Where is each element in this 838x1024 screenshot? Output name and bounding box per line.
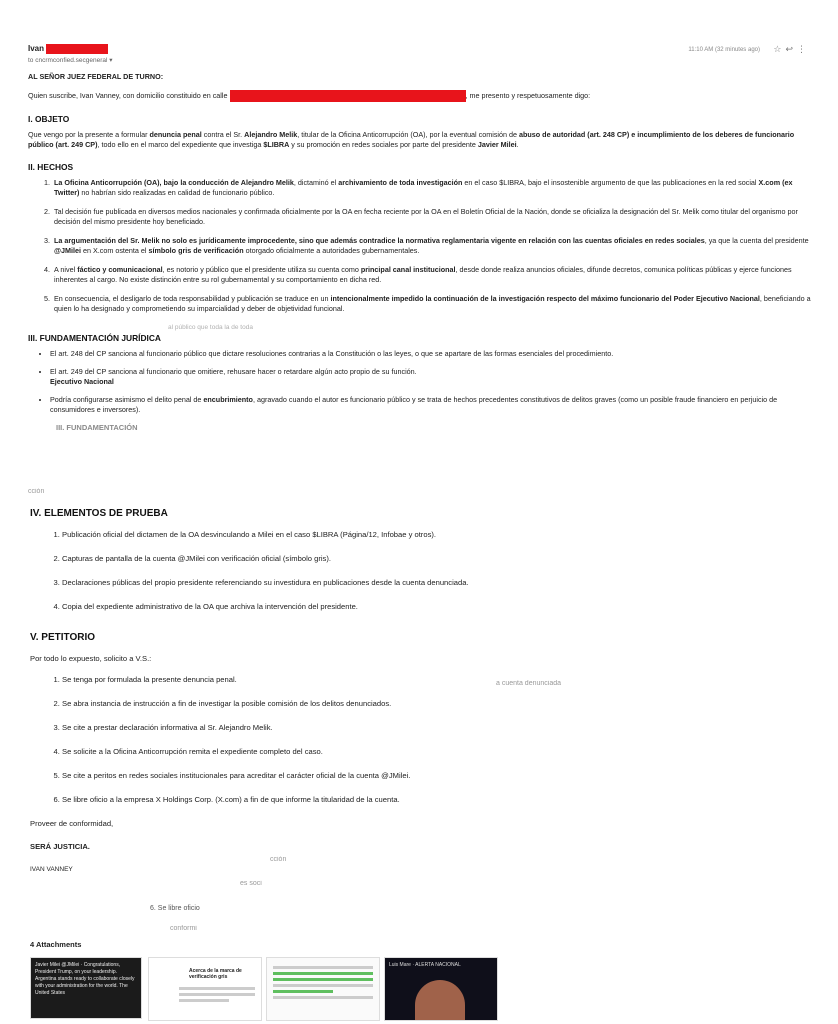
more-icon[interactable]: ⋮ [797, 44, 810, 54]
text-line [273, 996, 373, 999]
list-item: • El art. 249 del CP sanciona al funcionario que omitiere, rehusare hacer o retardare algún acto propio de su función. Ejecutivo Nacional [50, 367, 812, 387]
sender[interactable] [28, 44, 108, 54]
list-item: 4. Copia del expediente administrativo de la OA que archiva la intervención del presidente. [62, 601, 810, 612]
signature: IVAN VANNEY [30, 866, 73, 873]
section-petitorio-title: V. PETITORIO [30, 632, 96, 643]
section-fundamentacion-title: III. FUNDAMENTACIÓN JURÍDICA [28, 333, 161, 343]
letter-body [28, 70, 812, 433]
list-item: 1. La Oficina Anticorrupción (OA), bajo la conducción de Alejandro Melik, dictaminó el archivamiento de toda investigación en el caso $LIBRA, bajo el insostenible argumento de que las publicaciones en la red social X.com (ex Twitter) no habrían sido realizadas en calidad de funcionario público. [52, 178, 812, 198]
list-item: • El art. 248 del CP sanciona al funcionario público que dictare resoluciones contrarias a la Constitución o las leyes, o que se apartare de las formas esenciales del procedimiento. [50, 349, 812, 359]
text-line [179, 987, 255, 990]
ghost-fragment: conformi [170, 925, 197, 932]
star-icon[interactable]: ☆ [773, 44, 786, 54]
list-item: • Podría configurarse asimismo el delito penal de encubrimiento, agravado cuando el autor es funcionario público y se trata de hechos precedentes constitutivos de delitos graves (como un posible fraude financiero en perjuicio de consumidores e inversores). [50, 395, 812, 415]
attachment-text: Acerca de la marca de verificación gris [189, 968, 242, 980]
closing-block [30, 818, 810, 875]
redaction-bar [46, 44, 108, 54]
list-item: 1. Publicación oficial del dictamen de la OA desvinculando a Milei en el caso $LIBRA (Página/12, Infobae y otros). [62, 529, 810, 540]
closing-line: Proveer de conformidad, [30, 819, 114, 828]
list-item: 4. Se solicite a la Oficina Anticorrupción remita el expediente completo del caso. [62, 746, 810, 757]
ghost-heading: III. FUNDAMENTACIÓN [56, 423, 138, 432]
petitorio-list [30, 674, 810, 805]
attachment-thumbnail[interactable] [30, 957, 142, 1019]
section-hechos-title: II. HECHOS [28, 162, 74, 172]
list-item: 2. Capturas de pantalla de la cuenta @JMilei con verificación oficial (símbolo gris). [62, 553, 810, 564]
ghost-fragment: 6. Se libre oficio [150, 905, 200, 912]
attachments-title: 4 Attachments [30, 940, 82, 949]
attachment-text: Luis Mare · ALERTA NACIONAL [389, 962, 461, 968]
attachment-thumbnail[interactable] [266, 957, 380, 1021]
attachments-row [30, 957, 790, 1019]
attachment-thumbnail[interactable] [384, 957, 498, 1021]
reply-icon[interactable]: ↩ [785, 44, 797, 54]
header-actions [773, 44, 810, 55]
hechos-list [28, 178, 812, 314]
address-redaction [230, 90, 466, 102]
list-item: 5. En consecuencia, el desligarlo de toda responsabilidad y publicación se traduce en un intencionalmente impedido la continuación de la investigación respecto del máximo funcionario del Poder Ejecutivo Nacional, beneficiando a quien lo ha designado y comprometiendo su imparcialidad y deber de objetividad funcional. [52, 294, 812, 314]
timestamp: 11:10 AM (32 minutes ago) [688, 47, 760, 53]
text-line [179, 993, 255, 996]
ghost-text: al público que toda la de toda [168, 324, 253, 331]
list-item: 3. Se cite a prestar declaración informativa al Sr. Alejandro Melik. [62, 722, 810, 733]
letter-lower [30, 508, 810, 887]
highlight-line [273, 978, 373, 981]
closing-line: SERÁ JUSTICIA. [30, 842, 90, 851]
text-line [273, 984, 373, 987]
list-item: 3. Declaraciones públicas del propio presidente referenciando su investidura en publicaciones desde la cuenta denunciada. [62, 577, 810, 588]
list-item: 4. A nivel fáctico y comunicacional, es notorio y público que el presidente utiliza su cuenta como principal canal institucional, desde donde realiza anuncios oficiales, difunde decretos, comunica políticas públicas y ejerce funciones inherentes al cargo. No existe distinción entre su rol gubernamental y su comportamiento en dicha red. [52, 265, 812, 285]
email-header [28, 44, 810, 66]
fundamentacion-list [28, 349, 812, 415]
person-photo-icon [415, 980, 465, 1020]
list-item: 1. Se tenga por formulada la presente denuncia penal. [62, 674, 810, 685]
attachment-text: Javier Milei @JMilei · Congratulations, President Trump, on your leadership. Argentina stands ready to collaborate closely with your administration for the world. The United States [35, 962, 135, 996]
sender-name: Ivan [28, 44, 45, 54]
text-line [273, 966, 373, 969]
list-item: 6. Se libre oficio a la empresa X Holdings Corp. (X.com) a fin de que informe la titularidad de la cuenta. [62, 794, 810, 805]
highlight-line [273, 972, 373, 975]
highlight-line [273, 990, 333, 993]
list-item: 5. Se cite a peritos en redes sociales institucionales para acreditar el carácter oficial de la cuenta @JMilei. [62, 770, 810, 781]
salutation: AL SEÑOR JUEZ FEDERAL DE TURNO: [28, 72, 164, 81]
list-item: 3. La argumentación del Sr. Melik no solo es jurídicamente improcedente, sino que además contradice la normativa reglamentaria vigente en relación con las cuentas oficiales en redes sociales, ya que la cuenta del presidente @JMilei en X.com ostenta el símbolo gris de verificación otorgado oficialmente a autoridades gubernamentales. [52, 236, 812, 256]
ghost-fragment: es soci [240, 880, 262, 887]
recipient-line[interactable]: to cncrmconfied.secgeneral ▾ [28, 57, 113, 64]
pruebas-list [30, 529, 810, 612]
petitorio-intro: Por todo lo expuesto, solicito a V.S.: [30, 654, 152, 663]
section-pruebas-title: IV. ELEMENTOS DE PRUEBA [30, 508, 168, 519]
ghost-fragment: a cuenta denunciada [496, 680, 561, 687]
intro-paragraph: Quien suscribe, Ivan Vanney, con domicilio constituido en calle , me presento y respetuosamente digo: [28, 90, 812, 102]
list-item: 2. Se abra instancia de instrucción a fin de investigar la posible comisión de los delitos denunciados. [62, 698, 810, 709]
section-objeto-title: I. OBJETO [28, 114, 70, 124]
list-item: 2. Tal decisión fue publicada en diversos medios nacionales y confirmada oficialmente por la OA en fecha reciente por la OA en el Boletín Oficial de la Nación, donde se oficializa la designación del Sr. Melik como titular del organismo por decisión del mismo presidente hoy beneficiado. [52, 207, 812, 227]
objeto-paragraph: Que vengo por la presente a formular denuncia penal contra el Sr. Alejandro Melik, titular de la Oficina Anticorrupción (OA), por la eventual comisión de abuso de autoridad (art. 248 CP) e incumplimiento de los deberes de funcionario público (art. 249 CP), todo ello en el marco del expediente que investiga $LIBRA y su promoción en redes sociales por parte del presidente Javier Milei. [28, 130, 795, 149]
attachment-thumbnail[interactable] [148, 957, 262, 1021]
ghost-fragment: cción [270, 856, 287, 863]
text-line [179, 999, 229, 1002]
ghost-fragment: cción [28, 488, 45, 495]
